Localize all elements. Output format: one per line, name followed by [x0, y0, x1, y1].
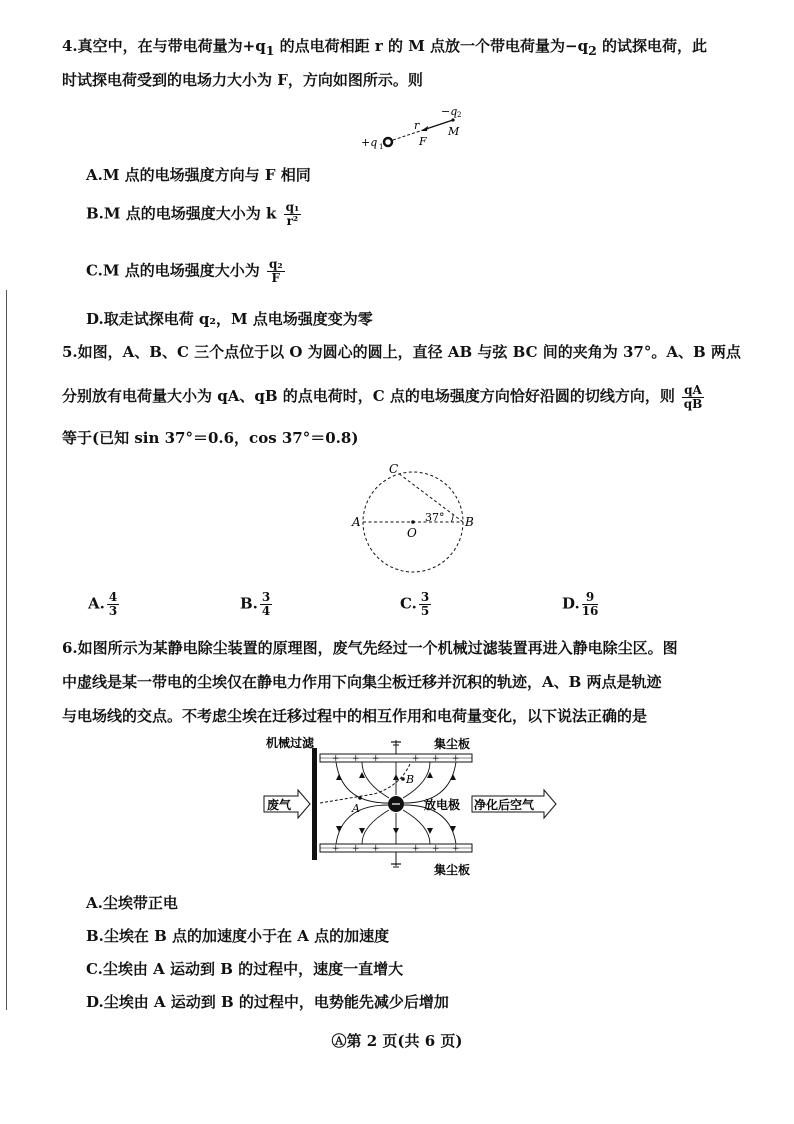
q6-fig-filter: 机械过滤	[266, 736, 315, 750]
q5-ratio-den: qB	[683, 396, 703, 411]
q5-fig-C: C	[389, 462, 399, 476]
svg-text:+: +	[432, 844, 440, 854]
q5-stem-line1: 5.如图，A、B、C 三个点位于以 O 为圆心的圆上，直径 AB 与弦 BC 间的夹角为 37°。A、B 两点	[62, 343, 741, 361]
q6-figure	[262, 734, 562, 876]
q6-option-b: B.尘埃在 B 点的加速度小于在 A 点的加速度	[86, 927, 390, 945]
q4-option-c-fraction	[267, 258, 285, 285]
q6-fig-clean-air: 净化后空气	[474, 798, 535, 812]
svg-text:+: +	[412, 754, 420, 764]
q1-charge-icon	[384, 138, 392, 146]
svg-text:+: +	[332, 844, 340, 854]
svg-text:+: +	[432, 754, 440, 764]
q4-option-d: D.取走试探电荷 q₂，M 点电场强度变为零	[86, 310, 373, 328]
q5-c-letter: C.	[400, 594, 417, 613]
point-a	[358, 796, 362, 800]
q4-b-num: q₁	[285, 200, 300, 214]
q4-sub1: 1	[265, 43, 275, 58]
q4-text-b: 的点电荷相距 r 的 M 点放一个带电荷量为−q	[274, 37, 589, 55]
q5-option-d	[562, 591, 600, 618]
q4-text-c: 的试探电荷，此	[596, 37, 708, 55]
q5-a-num: 4	[108, 590, 118, 604]
q5-b-letter: B.	[240, 594, 258, 613]
q5-c-fraction	[419, 591, 431, 618]
q5-ratio-fraction	[682, 384, 704, 411]
q4-option-b-text: B.M 点的电场强度大小为 k	[86, 204, 277, 223]
q5-b-fraction	[260, 591, 272, 618]
svg-text:+: +	[352, 754, 360, 764]
q4-stem-line2: 时试探电荷受到的电场力大小为 F，方向如图所示。则	[62, 71, 423, 89]
q5-d-num: 9	[582, 591, 599, 605]
q6-fig-electrode: 放电极	[424, 798, 461, 812]
q4-fig-minus-q2: −q	[441, 105, 458, 118]
q4-c-den: F	[271, 271, 281, 285]
q6-fig-plate-bottom: 集尘板	[434, 863, 471, 876]
q4-option-b-fraction	[284, 201, 302, 228]
filter-bar	[312, 748, 317, 860]
q4-option-c-text: C.M 点的电场强度大小为	[86, 261, 260, 280]
q5-b-den: 4	[261, 604, 271, 618]
svg-text:+: +	[452, 844, 460, 854]
q5-a-den: 3	[108, 604, 118, 618]
q4-text-a: 4.真空中，在与带电荷量为+q	[62, 37, 266, 55]
q4-fig-r: r	[414, 119, 420, 132]
svg-text:+: +	[332, 754, 340, 764]
q5-ratio-num: qA	[684, 382, 702, 397]
q4-fig-F: F	[419, 135, 427, 148]
q6-stem-line3: 与电场线的交点。不考虑尘埃在迁移过程中的相互作用和电荷量变化，以下说法正确的是	[62, 707, 648, 725]
q5-fig-angle: 37°	[425, 511, 445, 524]
q4-b-den: r²	[286, 214, 299, 228]
q4-option-b	[86, 201, 303, 228]
q5-option-a	[88, 591, 121, 618]
q4-fig-plus-q1: +q	[361, 136, 378, 149]
center-o-point	[411, 520, 415, 524]
q5-d-fraction	[582, 591, 599, 618]
q4-fig-q2-sub: 2	[457, 111, 462, 119]
q5-stem-line3: 等于(已知 sin 37°＝0.6，cos 37°＝0.8)	[62, 429, 359, 447]
q5-fig-A: A	[352, 515, 361, 529]
q4-fig-M: M	[448, 125, 460, 138]
page-footer: Ⓐ第 2 页(共 6 页)	[331, 1032, 463, 1050]
q6-option-c: C.尘埃由 A 运动到 B 的过程中，速度一直增大	[86, 960, 404, 978]
q4-c-num: q₂	[268, 257, 283, 271]
q5-option-b	[240, 591, 274, 618]
q4-fig-q1-sub: 1	[379, 143, 384, 151]
q6-fig-B: B	[406, 773, 415, 786]
svg-text:+: +	[352, 844, 360, 854]
q5-c-num: 3	[420, 590, 430, 604]
q6-fig-plate-top: 集尘板	[434, 737, 471, 751]
q5-figure	[345, 455, 485, 580]
angle-arc	[451, 514, 453, 522]
q6-option-d: D.尘埃由 A 运动到 B 的过程中，电势能先减少后增加	[86, 993, 449, 1011]
q5-stem-line2	[62, 380, 742, 412]
q5-text-line2: 分别放有电荷量大小为 qA、qB 的点电荷时，C 点的电场强度方向恰好沿圆的切线方向，则	[62, 387, 675, 405]
q4-sub2: 2	[588, 43, 597, 58]
svg-text:+: +	[412, 844, 420, 854]
q5-c-den: 5	[420, 604, 430, 618]
q4-option-c	[86, 258, 287, 285]
q6-fig-A: A	[352, 802, 360, 815]
q4-figure	[355, 102, 475, 154]
svg-text:+: +	[372, 844, 380, 854]
q5-b-num: 3	[261, 590, 271, 604]
m-point	[451, 118, 454, 121]
point-b	[401, 777, 405, 781]
q5-d-letter: D.	[562, 594, 580, 613]
svg-text:+: +	[372, 754, 380, 764]
q5-fig-O: O	[407, 526, 417, 540]
q5-fig-B: B	[465, 515, 474, 529]
q5-a-fraction	[107, 591, 119, 618]
q6-stem-line1: 6.如图所示为某静电除尘装置的原理图，废气先经过一个机械过滤装置再进入静电除尘区。图	[62, 639, 678, 657]
q4-stem-line1	[62, 30, 742, 67]
q5-d-den: 16	[581, 604, 599, 618]
q6-stem-line2: 中虚线是某一带电的尘埃仅在静电力作用下向集尘板迁移并沉积的轨迹，A、B 两点是轨迹	[62, 673, 662, 691]
q5-option-c	[400, 591, 433, 618]
q4-option-a: A.M 点的电场强度方向与 F 相同	[86, 166, 311, 184]
binding-margin-line	[6, 290, 7, 1010]
q6-option-a: A.尘埃带正电	[86, 894, 178, 912]
q6-fig-exhaust: 废气	[267, 798, 292, 812]
q5-a-letter: A.	[88, 594, 105, 613]
svg-text:+: +	[452, 754, 460, 764]
